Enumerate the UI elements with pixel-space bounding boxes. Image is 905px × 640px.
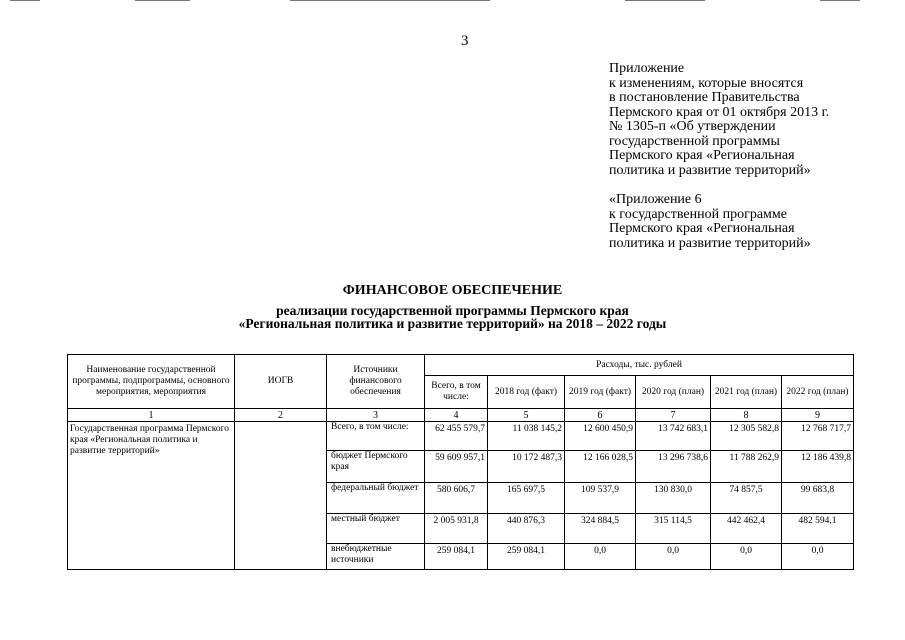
financing-table: [67, 354, 854, 570]
value-total: 580 606,7: [425, 483, 488, 514]
header-year-2020: 2020 год (план): [636, 376, 711, 409]
value-total: 62 455 579,7: [425, 422, 488, 451]
value-2020: 13 742 683,1: [636, 422, 711, 451]
appendix-intro-line: № 1305-п «Об утверждении: [609, 119, 776, 134]
scan-edge-line: [290, 0, 490, 1]
value-2020: 0,0: [636, 544, 711, 570]
appendix-intro-line: Пермского края «Региональная: [609, 148, 795, 163]
value-2021: 442 462,4: [711, 514, 782, 544]
column-number: 8: [711, 409, 782, 422]
value-2018: 259 084,1: [488, 544, 565, 570]
value-2020: 130 830,0: [636, 483, 711, 514]
header-total: Всего, в том числе:: [425, 376, 488, 409]
source-cell: внебюджетные источники: [327, 544, 425, 570]
value-2018: 11 038 145,2: [488, 422, 565, 451]
column-number: 7: [636, 409, 711, 422]
subtitle-line: «Региональная политика и развитие территорий» на 2018 – 2022 годы: [238, 316, 667, 331]
column-number: 3: [327, 409, 425, 422]
value-2020: 315 114,5: [636, 514, 711, 544]
appendix-intro-line: Приложение: [609, 61, 685, 76]
page-number: 3: [461, 33, 469, 49]
header-year-2019: 2019 год (факт): [565, 376, 636, 409]
column-number: 4: [425, 409, 488, 422]
header-expenses: Расходы, тыс. рублей: [425, 355, 854, 376]
header-name: Наименование государственной программы, подпрограммы, основного мероприятия, мероприятия: [68, 355, 235, 409]
appendix-6-note: [609, 193, 899, 251]
header-year-2018: 2018 год (факт): [488, 376, 565, 409]
appendix-intro: [609, 62, 899, 178]
appendix-intro-line: Пермского края от 01 октября 2013 г.: [609, 104, 830, 120]
value-total: 59 609 957,1: [425, 451, 488, 483]
value-2021: 0,0: [711, 544, 782, 570]
value-2021: 12 305 582,8: [711, 422, 782, 451]
column-number: 5: [488, 409, 565, 422]
scan-edge-line: [820, 0, 860, 1]
value-2018: 440 876,3: [488, 514, 565, 544]
value-2021: 74 857,5: [711, 483, 782, 514]
column-number: 9: [782, 409, 854, 422]
subtitle-line: реализации государственной программы Пермского края: [276, 303, 629, 318]
header-iogv: ИОГВ: [235, 355, 327, 409]
appendix-intro-line: к изменениям, которые вносятся: [609, 75, 804, 91]
value-2022: 12 186 439,8: [782, 451, 854, 483]
value-2019: 12 600 450,9: [565, 422, 636, 451]
appendix-6-line: политика и развитие территорий»: [609, 235, 811, 251]
scan-edge-line: [625, 0, 705, 1]
iogv-cell: [235, 422, 327, 570]
value-2018: 165 697,5: [488, 483, 565, 514]
source-cell: федеральный бюджет: [327, 483, 425, 514]
value-2019: 109 537,9: [565, 483, 636, 514]
source-cell: бюджет Пермского края: [327, 451, 425, 483]
source-cell: местный бюджет: [327, 514, 425, 544]
header-year-2021: 2021 год (план): [711, 376, 782, 409]
value-total: 2 005 931,8: [425, 514, 488, 544]
column-number: 6: [565, 409, 636, 422]
value-total: 259 084,1: [425, 544, 488, 570]
value-2018: 10 172 487,3: [488, 451, 565, 483]
program-name: Государственная программа Пермского края «Региональная политика и развитие территорий»: [68, 422, 235, 570]
value-2019: 0,0: [565, 544, 636, 570]
value-2022: 482 594,1: [782, 514, 854, 544]
appendix-intro-line: политика и развитие территорий»: [609, 162, 811, 178]
header-year-2022: 2022 год (план): [782, 376, 854, 409]
value-2022: 12 768 717,7: [782, 422, 854, 451]
value-2019: 12 166 028,5: [565, 451, 636, 483]
document-subtitle: [0, 304, 905, 330]
appendix-intro-line: в постановление Правительства: [609, 90, 800, 105]
value-2020: 13 296 738,6: [636, 451, 711, 483]
appendix-6-line: «Приложение 6: [609, 192, 702, 207]
value-2019: 324 884,5: [565, 514, 636, 544]
appendix-6-line: к государственной программе: [609, 206, 787, 222]
appendix-6-line: Пермского края «Региональная: [609, 221, 795, 236]
column-number: 1: [68, 409, 235, 422]
value-2021: 11 788 262,9: [711, 451, 782, 483]
document-title: ФИНАНСОВОЕ ОБЕСПЕЧЕНИЕ: [342, 283, 563, 298]
scan-edge-line: [135, 0, 190, 1]
scan-edge-line: [10, 0, 40, 1]
value-2022: 0,0: [782, 544, 854, 570]
table-row: [68, 422, 854, 451]
column-number: 2: [235, 409, 327, 422]
value-2022: 99 683,8: [782, 483, 854, 514]
header-sources: Источники финансового обеспечения: [327, 355, 425, 409]
appendix-intro-line: государственной программы: [609, 133, 780, 149]
source-cell: Всего, в том числе:: [327, 422, 425, 451]
